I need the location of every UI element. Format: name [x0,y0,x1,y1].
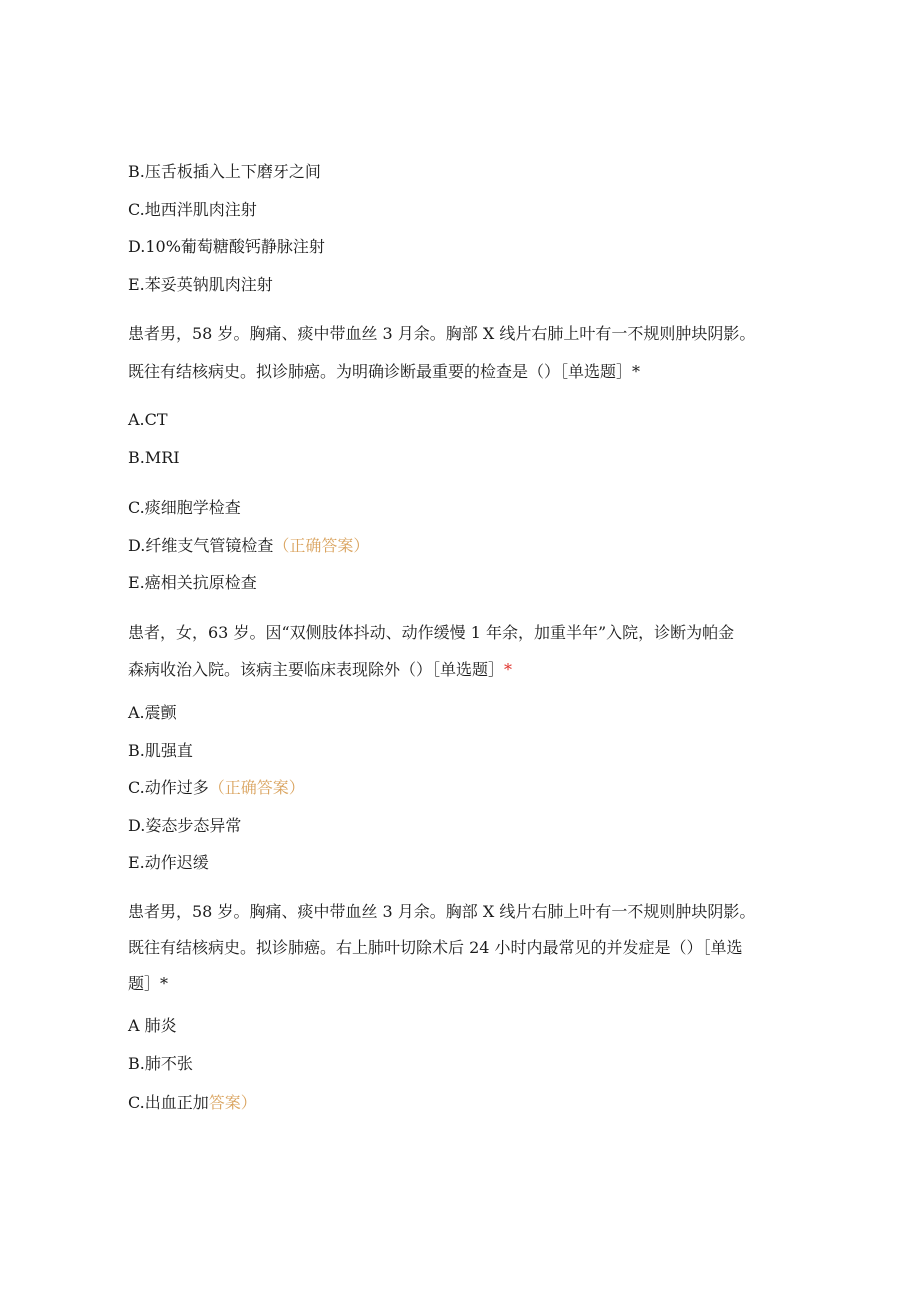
question-stem: 患者，女，63 岁。因“双侧肢体抖动、动作缓慢 1 年余，加重半年”入院，诊断为帕金 [128,623,735,642]
option-b[interactable]: B.压舌板插入上下磨牙之间 [128,162,321,181]
option-a[interactable]: A.CT [128,410,168,429]
option-e[interactable]: E.癌相关抗原检查 [128,573,257,592]
option-text: C.出血正加 [128,1093,209,1112]
option-a[interactable]: A 肺炎 [128,1016,177,1035]
question-stem: 患者男，58 岁。胸痛、痰中带血丝 3 月余。胸部 X 线片右肺上叶有一不规则肿块阴影。 [128,902,756,921]
option-c[interactable] [128,776,305,800]
option-b[interactable]: B.肌强直 [128,741,193,760]
question-stem: 患者男，58 岁。胸痛、痰中带血丝 3 月余。胸部 X 线片右肺上叶有一不规则肿块阴影。 [128,324,756,343]
option-b[interactable]: B.MRI [128,448,180,467]
question-stem: 既往有结核病史。拟诊肺癌。为明确诊断最重要的检查是（）［单选题］* [128,362,641,381]
option-d[interactable] [128,534,369,558]
correct-answer-tag: 答案） [208,1093,257,1112]
option-text: D.纤维支气管镜检查 [128,536,274,555]
question-stem: 题］* [128,974,169,993]
option-d[interactable]: D.10%葡萄糖酸钙静脉注射 [128,237,325,256]
question-stem: 既往有结核病史。拟诊肺癌。右上肺叶切除术后 24 小时内最常见的并发症是（）［单选 [128,938,743,957]
correct-answer-tag: （正确答案） [208,778,305,797]
option-b[interactable]: B.肺不张 [128,1054,193,1073]
option-d[interactable]: D.姿态步态异常 [128,816,242,835]
option-c[interactable] [128,1091,257,1115]
question-stem [128,658,512,682]
option-c[interactable]: C.地西泮肌肉注射 [128,200,257,219]
required-marker: * [504,660,513,679]
option-e[interactable]: E.苯妥英钠肌肉注射 [128,275,273,294]
option-text: C.动作过多 [128,778,209,797]
option-c[interactable]: C.痰细胞学检查 [128,498,241,517]
stem-text: 森病收治入院。该病主要临床表现除外（）［单选题］ [128,660,505,679]
option-a[interactable]: A.震颤 [128,703,177,722]
option-e[interactable]: E.动作迟缓 [128,853,209,872]
correct-answer-tag: （正确答案） [273,536,370,555]
